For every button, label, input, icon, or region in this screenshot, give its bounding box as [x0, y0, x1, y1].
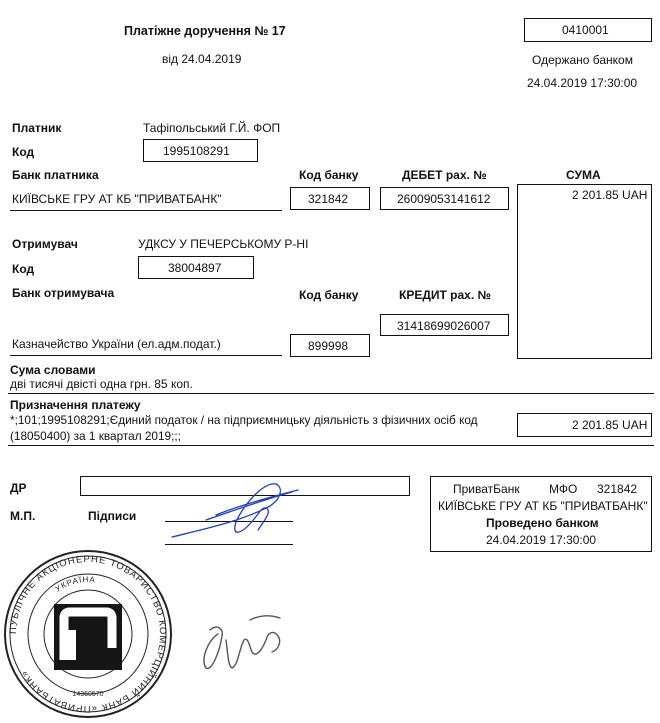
credit-account: 31418699026007 — [397, 319, 491, 333]
recipient-bank-name: Казначейство України (ел.адм.подат.) — [12, 337, 221, 351]
purpose-amount: 2 201.85 UAH — [572, 418, 648, 432]
recipient-code-label: Код — [12, 262, 35, 276]
payer-bank-label: Банк платника — [12, 168, 99, 182]
debit-account: 26009053141612 — [397, 192, 491, 206]
payer-bank-code-label: Код банку — [299, 168, 359, 182]
dr-label: ДР — [10, 481, 27, 495]
payer-code-label: Код — [12, 145, 35, 159]
purpose-line1: *;101;1995108291;Єдиний податок / на підприємницьку діяльність з фізичних осіб код — [10, 413, 478, 427]
sum-label: СУМА — [566, 168, 601, 182]
payer-code: 1995108291 — [163, 144, 230, 158]
seal-outer-text: ПУБЛІЧНЕ АКЦІОНЕРНЕ ТОВАРИСТВО КОМЕРЦІЙНИЙ БАНК «ПРИВАТБАНК» — [7, 553, 169, 715]
sum-words-label: Сума словами — [10, 363, 96, 377]
recipient-code: 38004897 — [168, 261, 222, 275]
document-number: 0410001 — [562, 23, 609, 37]
recipient-name: УДКСУ У ПЕЧЕРСЬКОМУ Р-НІ — [138, 237, 309, 251]
payer-bank-code: 321842 — [308, 192, 349, 206]
mp-label: М.П. — [10, 509, 36, 523]
bank-stamp-mfo: 321842 — [597, 482, 638, 496]
payer-bank-name: КИЇВСЬКЕ ГРУ АТ КБ "ПРИВАТБАНК" — [12, 192, 222, 206]
bank-stamp-processed-datetime: 24.04.2019 17:30:00 — [486, 533, 597, 547]
recipient-bank-code: 899998 — [308, 339, 349, 353]
debit-label: ДЕБЕТ рах. № — [402, 168, 487, 182]
bank-stamp-bank: ПриватБанк — [453, 482, 520, 496]
bank-stamp-processed-label: Проведено банком — [486, 516, 599, 530]
sum-value: 2 201.85 UAH — [572, 188, 648, 202]
credit-label: КРЕДИТ рах. № — [399, 288, 491, 302]
purpose-line2: (18050400) за 1 квартал 2019;;; — [10, 429, 181, 443]
received-label: Одержано банком — [532, 53, 633, 67]
seal-code-text: 14360570 — [72, 691, 104, 698]
recipient-label: Отримувач — [12, 237, 78, 251]
sum-words-text: дві тисячі двісті одна грн. 85 коп. — [10, 377, 193, 391]
document-date: від 24.04.2019 — [162, 52, 242, 66]
seal-inner-text: УКРАЇНА — [53, 574, 97, 594]
purpose-label: Призначення платежу — [10, 398, 141, 412]
payer-name: Тафіпольський Г.Й. ФОП — [143, 121, 281, 135]
bank-stamp-mfo-label: МФО — [549, 482, 578, 496]
bank-stamp-branch: КИЇВСЬКЕ ГРУ АТ КБ "ПРИВАТБАНК" — [438, 499, 648, 513]
payer-label: Платник — [12, 121, 62, 135]
recipient-bank-label: Банк отримувача — [12, 286, 115, 300]
recipient-bank-code-label: Код банку — [299, 288, 359, 302]
signatures-label: Підписи — [88, 509, 137, 523]
received-datetime: 24.04.2019 17:30:00 — [527, 76, 638, 90]
document-title: Платіжне доручення № 17 — [124, 24, 286, 38]
